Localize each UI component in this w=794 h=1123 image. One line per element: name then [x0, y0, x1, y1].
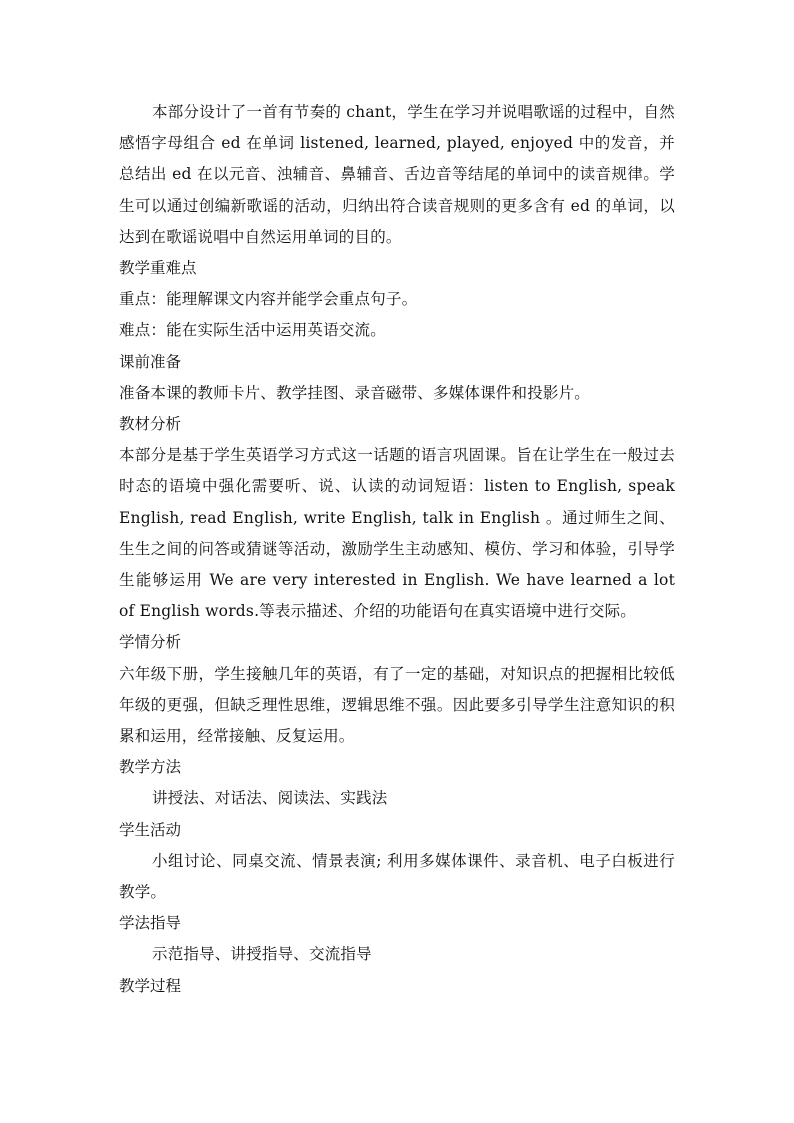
process-heading: 教学过程	[119, 976, 182, 995]
activity-heading: 学生活动	[119, 820, 182, 839]
document-page	[119, 97, 675, 1002]
guide-heading: 学法指导	[119, 914, 182, 933]
activity-text: 小组讨论、同桌交流、情景表演; 利用多媒体课件、录音机、电子白板进行教学。	[119, 851, 675, 902]
method-text: 讲授法、对话法、阅读法、实践法	[152, 789, 388, 808]
guide-text: 示范指导、讲授指导、交流指导	[152, 945, 372, 964]
intro-paragraph: 本部分设计了一首有节奏的 chant，学生在学习并说唱歌谣的过程中，自然感悟字母组合 ed 在单词 listened, learned, played, enjoyed 中的发音，并总结出 ed 在以元音、浊辅音、鼻辅音、舌边音等结尾的单词中的读音规律。学生可以通过创编新歌谣的活动，归纳出符合读音规则的更多含有 ed 的单词，以达到在歌谣说唱中自然运用单词的目的。	[119, 103, 675, 246]
key-point-text: 重点：能理解课文内容并能学会重点句子。	[119, 290, 418, 309]
key-points-heading: 教学重难点	[119, 259, 197, 278]
learner-text: 六年级下册，学生接触几年的英语，有了一定的基础，对知识点的把握相比较低年级的更强，但缺乏理性思维，逻辑思维不强。因此要多引导学生注意知识的积累和运用，经常接触、反复运用。	[119, 664, 675, 746]
method-heading: 教学方法	[119, 758, 182, 777]
difficulty-text: 难点：能在实际生活中运用英语交流。	[119, 321, 386, 340]
prep-heading: 课前准备	[119, 352, 182, 371]
material-heading: 教材分析	[119, 415, 182, 434]
prep-text: 准备本课的教师卡片、教学挂图、录音磁带、多媒体课件和投影片。	[119, 383, 591, 402]
material-text: 本部分是基于学生英语学习方式这一话题的语言巩固课。旨在让学生在一般过去时态的语境中强化需要听、说、认读的动词短语：listen to English, speak English, read English, write English, talk in English 。通过师生之间、生生之间的问答或猜谜等活动，激励学生主动感知、模仿、学习和体验，引导学生能够运用 We are very interested in English. We have learned a lot of English words.等表示描述、介绍的功能语句在真实语境中进行交际。	[119, 446, 675, 621]
learner-heading: 学情分析	[119, 633, 182, 652]
